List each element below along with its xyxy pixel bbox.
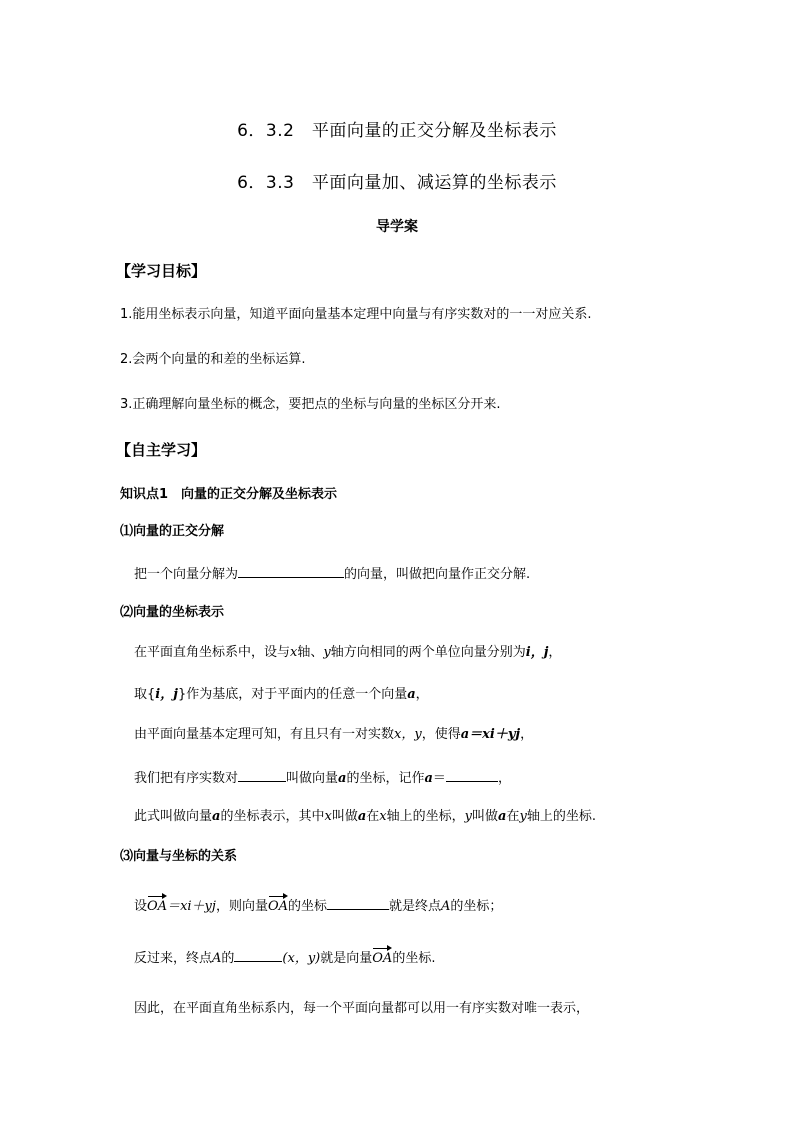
fill-blank[interactable]	[238, 564, 344, 578]
math-A: A	[441, 899, 451, 914]
math-x: x	[290, 645, 298, 660]
section-2-line-4	[134, 768, 511, 788]
math-a: a	[424, 771, 433, 786]
text: 的坐标	[288, 899, 328, 914]
text: ＝	[432, 771, 446, 786]
text: 轴、	[297, 645, 324, 660]
math-equation: ＝xi＋yj	[167, 899, 216, 914]
math-ij: i，j	[525, 645, 549, 660]
text: 反过来，终点	[134, 951, 213, 966]
section-1-title: ⑴向量的正交分解	[120, 524, 225, 539]
section-3-title: ⑶向量与坐标的关系	[120, 849, 238, 864]
math-ij: i，j	[155, 687, 178, 702]
section-2-line-1	[134, 644, 561, 662]
math-A: A	[212, 951, 222, 966]
text: 的坐标，记作	[346, 771, 425, 786]
knowledge-point-1: 知识点1 向量的正交分解及坐标表示	[120, 487, 338, 502]
goal-item-1: 1.能用坐标表示向量，知道平面向量基本定理中向量与有序实数对的一一对应关系.	[120, 307, 592, 322]
title-line-2: 6．3.3 平面向量加、减运算的坐标表示	[237, 173, 557, 193]
text: 就是向量	[320, 951, 373, 966]
section-3-line-1	[134, 896, 502, 916]
text: 取{	[134, 687, 156, 702]
section-2-title: ⑵向量的坐标表示	[120, 605, 225, 620]
text: 把一个向量分解为	[134, 567, 239, 582]
text: ，	[520, 727, 534, 742]
vector-OA: OA	[372, 951, 393, 966]
text: 在	[366, 809, 380, 824]
math-y: y	[464, 809, 472, 824]
goal-item-3: 3.正确理解向量坐标的概念，要把点的坐标与向量的坐标区分开来.	[120, 397, 501, 412]
math-a: a	[407, 687, 416, 702]
fill-blank[interactable]	[446, 768, 498, 782]
text: 的坐标表示，其中	[220, 809, 325, 824]
text: }作为基底，对于平面内的任意一个向量	[177, 687, 408, 702]
text: 的坐标.	[392, 951, 436, 966]
text: ，	[497, 771, 511, 786]
text: 叫做向量	[286, 771, 339, 786]
text: 我们把有序实数对	[134, 771, 239, 786]
goal-item-2: 2.会两个向量的和差的坐标运算.	[120, 352, 306, 367]
math-equation: a＝xi＋yj	[460, 727, 521, 742]
text: ，使得	[421, 727, 461, 742]
math-a: a	[338, 771, 347, 786]
math-a: a	[498, 809, 507, 824]
text: 轴上的坐标.	[526, 809, 596, 824]
math-y: y	[323, 645, 331, 660]
vector-OA: OA	[267, 899, 288, 914]
text: ，则向量	[215, 899, 268, 914]
text: 由平面向量基本定理可知，有且只有一对实数	[134, 727, 395, 742]
section-2-line-3	[134, 726, 533, 744]
text: 的坐标；	[450, 899, 503, 914]
math-y: y	[519, 809, 527, 824]
math-xy-pair: (x，y)	[282, 951, 321, 966]
section-3-line-3: 因此，在平面直角坐标系内，每一个平面向量都可以用一有序实数对唯一表示，	[134, 1001, 590, 1016]
text: 此式叫做向量	[134, 809, 213, 824]
text: 轴上的坐标，	[386, 809, 465, 824]
text: 就是终点	[389, 899, 442, 914]
math-x: x	[379, 809, 387, 824]
text: 的向量，叫做把向量作正交分解.	[344, 567, 531, 582]
text: ，	[415, 687, 429, 702]
math-a: a	[357, 809, 367, 824]
math-a: a	[212, 809, 221, 824]
text: ，	[548, 645, 562, 660]
math-xy: x，y	[394, 727, 422, 742]
goals-header: 【学习目标】	[116, 262, 207, 280]
vector-OA: OA	[147, 899, 168, 914]
text: 在平面直角坐标系中，设与	[134, 645, 291, 660]
text: 的	[221, 951, 235, 966]
fill-blank[interactable]	[234, 948, 282, 962]
fill-blank[interactable]	[238, 768, 286, 782]
title-line-1: 6．3.2 平面向量的正交分解及坐标表示	[237, 121, 557, 141]
text: 叫做	[331, 809, 358, 824]
subtitle: 导学案	[376, 219, 418, 235]
text: 叫做	[472, 809, 499, 824]
text: 轴方向相同的两个单位向量分别为	[330, 645, 526, 660]
text: 设	[134, 899, 148, 914]
section-2-line-5	[134, 808, 596, 826]
study-header: 【自主学习】	[116, 441, 207, 459]
section-2-line-2	[134, 686, 429, 704]
section-1-text	[134, 564, 530, 584]
math-x: x	[324, 809, 332, 824]
fill-blank[interactable]	[327, 896, 389, 910]
section-3-line-2	[134, 948, 435, 968]
text: 在	[506, 809, 520, 824]
